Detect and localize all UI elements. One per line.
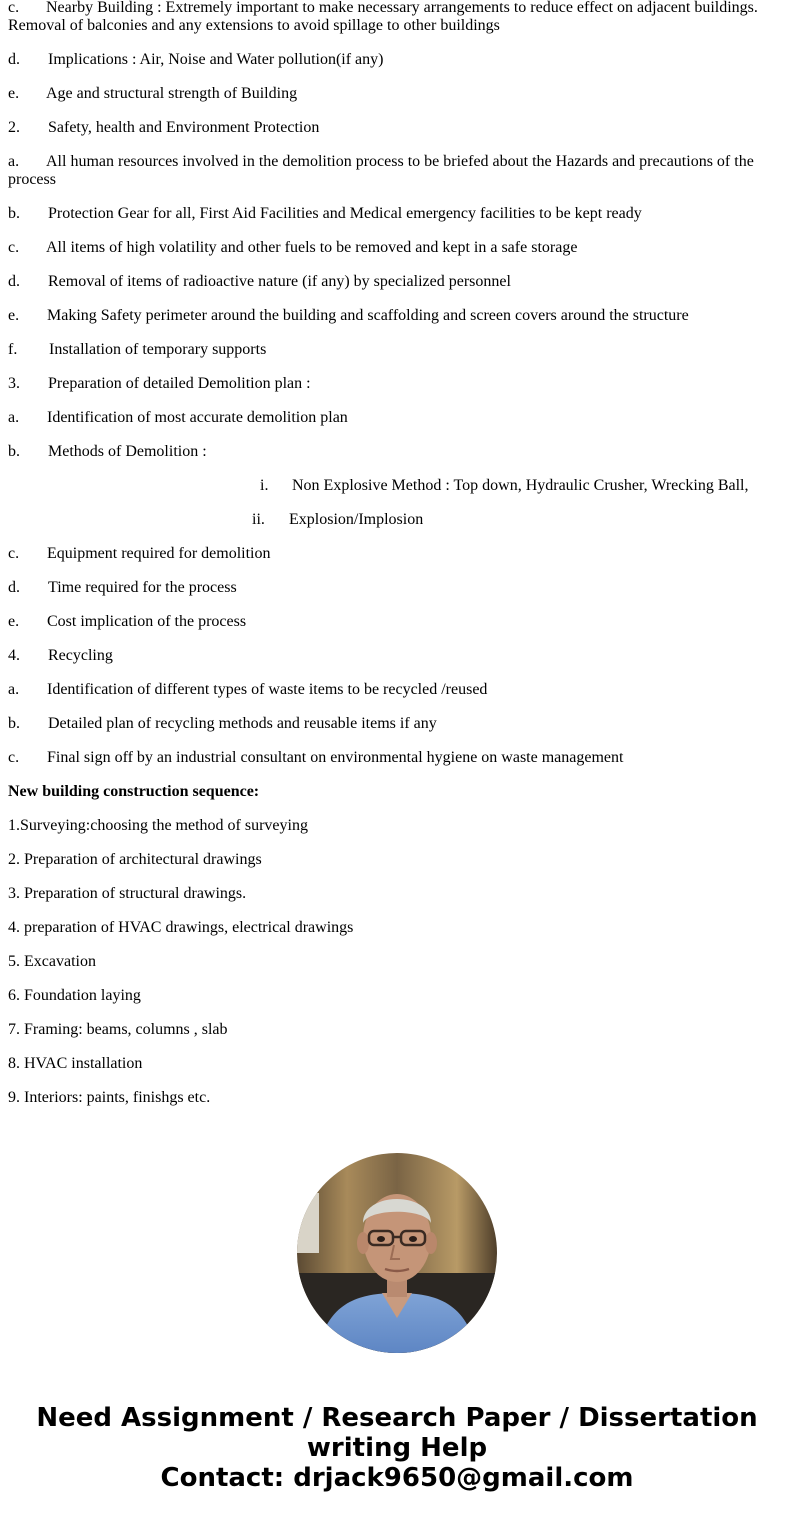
list-item: 1.Surveying:choosing the method of surveying xyxy=(8,817,308,834)
section-heading: New building construction sequence: xyxy=(8,783,260,800)
sub-list-item: i. Non Explosive Method : Top down, Hydraulic Crusher, Wrecking Ball, xyxy=(260,477,749,494)
list-item: 2. Safety, health and Environment Protection xyxy=(8,119,320,136)
list-item: 8. HVAC installation xyxy=(8,1055,143,1072)
list-item: 3. Preparation of detailed Demolition plan : xyxy=(8,375,311,392)
list-item: d. Time required for the process xyxy=(8,579,237,596)
promo-line: writing Help xyxy=(306,1433,488,1463)
list-item: e. Cost implication of the process xyxy=(8,613,247,630)
list-item: a. Identification of different types of waste items to be recycled /reused xyxy=(8,681,488,698)
list-item: 4. preparation of HVAC drawings, electrical drawings xyxy=(8,919,354,936)
list-item: 3. Preparation of structural drawings. xyxy=(8,885,247,902)
list-item: b. Methods of Demolition : xyxy=(8,443,207,460)
list-item: 9. Interiors: paints, finishgs etc. xyxy=(8,1089,211,1106)
list-item: d. Implications : Air, Noise and Water pollution(if any) xyxy=(8,51,384,68)
list-item: e. Age and structural strength of Building xyxy=(8,85,298,102)
list-item: 5. Excavation xyxy=(8,953,96,970)
list-item: c. Equipment required for demolition xyxy=(8,545,271,562)
avatar xyxy=(297,1153,497,1353)
promo-line: Need Assignment / Research Paper / Dissertation xyxy=(36,1403,758,1433)
sub-list-item: ii. Explosion/Implosion xyxy=(252,511,424,528)
list-item: b. Detailed plan of recycling methods and reusable items if any xyxy=(8,715,437,732)
list-item: e. Making Safety perimeter around the building and scaffolding and screen covers around the structure xyxy=(8,307,689,324)
person-photo-icon xyxy=(297,1153,497,1353)
list-item: c. Nearby Building : Extremely important to make necessary arrangements to reduce effect on adjacent buildings. Removal of balconies and any extensions to avoid spillage to other buildings xyxy=(8,0,758,34)
promo-contact: Contact: drjack9650@gmail.com xyxy=(160,1463,634,1493)
document-body xyxy=(8,0,786,1123)
list-item: f. Installation of temporary supports xyxy=(8,341,267,358)
list-item: a. Identification of most accurate demolition plan xyxy=(8,409,348,426)
list-item: d. Removal of items of radioactive nature (if any) by specialized personnel xyxy=(8,273,511,290)
promo-banner xyxy=(0,1403,794,1493)
list-item: b. Protection Gear for all, First Aid Facilities and Medical emergency facilities to be kept ready xyxy=(8,205,642,222)
list-item: c. Final sign off by an industrial consultant on environmental hygiene on waste management xyxy=(8,749,624,766)
list-item: 6. Foundation laying xyxy=(8,987,141,1004)
list-item: 7. Framing: beams, columns , slab xyxy=(8,1021,228,1038)
list-item: a. All human resources involved in the demolition process to be briefed about the Hazards and precautions of the process xyxy=(8,153,754,188)
list-item: 2. Preparation of architectural drawings xyxy=(8,851,262,868)
list-item: c. All items of high volatility and other fuels to be removed and kept in a safe storage xyxy=(8,239,578,256)
list-item: 4. Recycling xyxy=(8,647,113,664)
